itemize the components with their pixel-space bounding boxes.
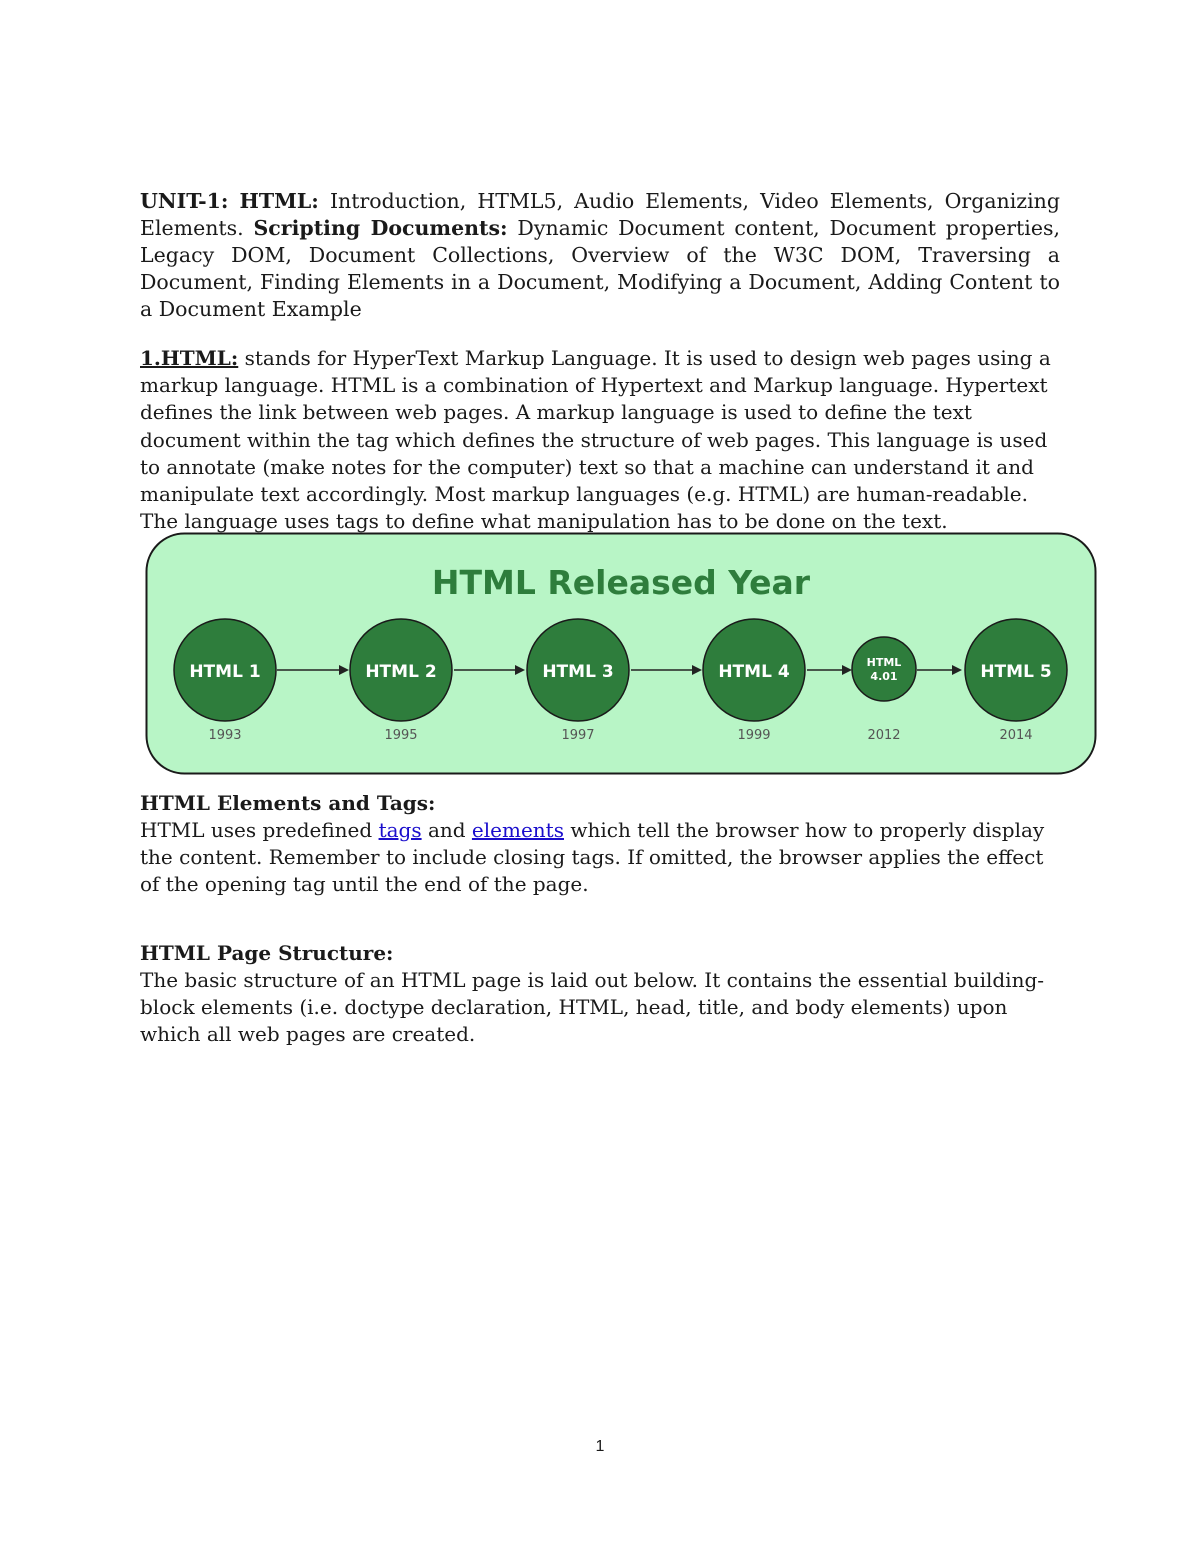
scripting-topics: Dynamic Document content, Document properties, Legacy DOM, Document Collections, Overview of the W3C DOM, Traversing a Document, Finding Elements in a Document, Modifying a Document, Adding Content to a Document Example (140, 216, 1060, 321)
version-label: HTML 2 (365, 662, 437, 682)
html-label: HTML: (239, 189, 319, 213)
version-label: HTML 4 (718, 662, 790, 682)
syllabus-paragraph (140, 188, 1060, 323)
version-label-line2: 4.01 (870, 670, 898, 683)
figure-title: HTML Released Year (431, 563, 811, 602)
version-year: 1993 (208, 728, 242, 743)
version-label-line1: HTML (866, 656, 902, 669)
scripting-label: Scripting Documents: (253, 216, 508, 240)
version-year: 1997 (561, 728, 595, 743)
elements-link[interactable]: elements (471, 818, 564, 842)
html-topics: Introduction, HTML5, Audio Elements, Video Elements, Organizing Elements. (140, 189, 1060, 240)
structure-section (140, 940, 1060, 1049)
version-label: HTML 5 (980, 662, 1052, 682)
tags-link[interactable]: tags (378, 818, 422, 842)
version-year: 1999 (737, 728, 771, 743)
intro-heading: 1.HTML: (140, 346, 239, 370)
elements-section (140, 790, 1060, 899)
version-year: 1995 (384, 728, 418, 743)
unit-label: UNIT-1: (140, 189, 229, 213)
intro-text: stands for HyperText Markup Language. It is used to design web pages using a markup language. HTML is a combination of Hypertext and Markup language. Hypertext defines the link between web pages. A markup language is used to define the text document within the tag which defines the structure of web pages. This language is used to annotate (make notes for the computer) text so that a machine can understand it and manipulate text accordingly. Most markup languages (e.g. HTML) are human-readable. The language uses tags to define what manipulation has to be done on the text. (140, 346, 1051, 534)
elements-text-3: which tell the browser how to properly display the content. Remember to include closing tags. If omitted, the browser applies the effect of the opening tag until the end of the page. (140, 818, 1045, 897)
elements-paragraph (140, 817, 1060, 899)
structure-heading: HTML Page Structure: (140, 941, 394, 965)
page-number: 1 (595, 1438, 605, 1455)
version-year: 2012 (867, 728, 901, 743)
document-body (140, 188, 1060, 535)
structure-paragraph: The basic structure of an HTML page is laid out below. It contains the essential building-block elements (i.e. doctype declaration, HTML, head, title, and body elements) upon which all web pages are created. (140, 968, 1045, 1047)
elements-text-1: HTML uses predefined (140, 818, 373, 842)
html-release-timeline-figure (145, 532, 1097, 775)
version-label: HTML 3 (542, 662, 614, 682)
elements-text-2: and (427, 818, 466, 842)
intro-paragraph (140, 345, 1060, 535)
version-year: 2014 (999, 728, 1033, 743)
version-label: HTML 1 (189, 662, 261, 682)
elements-heading: HTML Elements and Tags: (140, 791, 436, 815)
